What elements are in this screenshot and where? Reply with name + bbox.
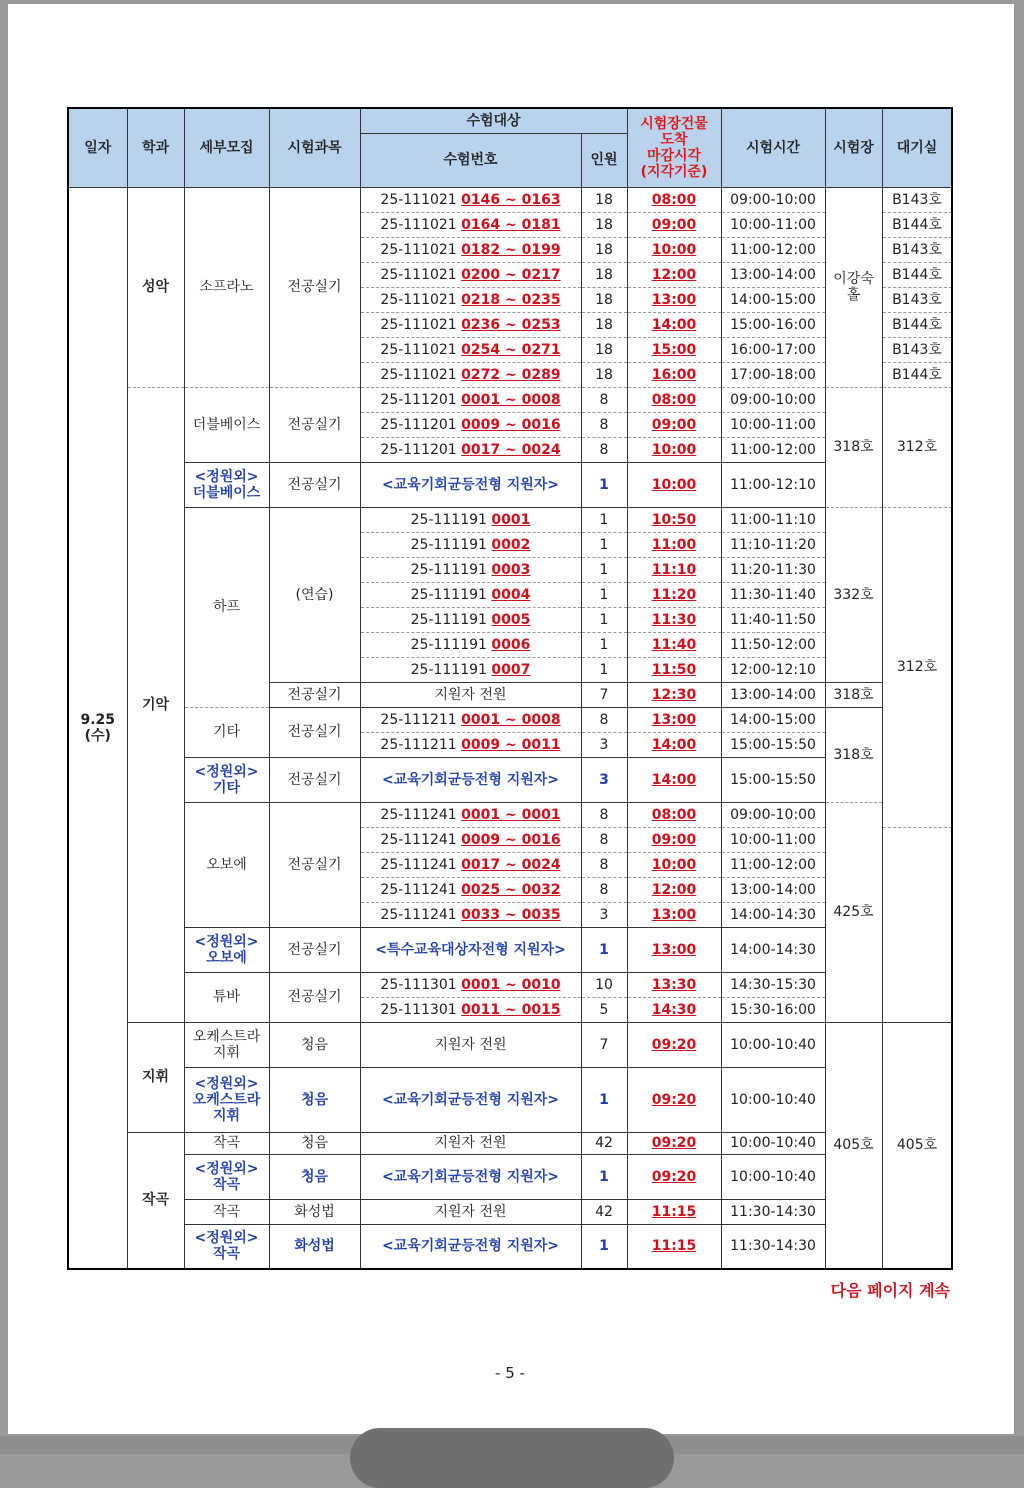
arrival-time: 11:50 [627, 657, 721, 682]
sub-soprano: 소프라노 [184, 187, 269, 387]
exam-group-label: 지원자 전원 [360, 1199, 581, 1224]
arrival-time: 12:00 [627, 877, 721, 902]
wait-room: B143호 [882, 337, 952, 362]
arrival-time: 11:30 [627, 607, 721, 632]
arrival-time: 10:00 [627, 462, 721, 507]
arrival-time: 11:10 [627, 557, 721, 582]
exam-no [360, 362, 581, 387]
count: 1 [581, 507, 627, 532]
arrival-time: 10:00 [627, 437, 721, 462]
exam-range: 0200 ~ 0217 [461, 266, 561, 283]
count: 5 [581, 997, 627, 1022]
sub-line: <정원외> [194, 1075, 259, 1092]
exam-range: 0236 ~ 0253 [461, 316, 561, 333]
exam-range: 0001 ~ 0008 [461, 711, 561, 728]
count: 3 [581, 902, 627, 927]
sub-line: <정원외> [194, 468, 259, 485]
exam-time: 11:00-12:10 [721, 462, 825, 507]
exam-prefix: 25-111211 [380, 711, 457, 728]
count: 18 [581, 237, 627, 262]
exam-no [360, 852, 581, 877]
exam-range: 0272 ~ 0289 [461, 366, 561, 383]
exam-time: 14:00-14:30 [721, 902, 825, 927]
sub-tuba: 튜바 [184, 972, 269, 1022]
wait-room: B143호 [882, 287, 952, 312]
room-425: 425호 [825, 802, 882, 1022]
dept-vocal: 성악 [127, 187, 184, 387]
subject-major: 전공실기 [269, 462, 360, 507]
count: 8 [581, 707, 627, 732]
exam-time: 14:00-15:00 [721, 287, 825, 312]
sub-line: <정원외> [194, 1160, 259, 1177]
exam-no [360, 657, 581, 682]
exam-time: 09:00-10:00 [721, 387, 825, 412]
exam-range: 0009 ~ 0011 [461, 736, 561, 753]
exam-time: 15:00-16:00 [721, 312, 825, 337]
header-exam-time: 시험시간 [721, 108, 825, 187]
count: 1 [581, 1067, 627, 1132]
subject-major: 전공실기 [269, 972, 360, 1022]
subject-practice: (연습) [269, 507, 360, 682]
exam-group-label: <교육기회균등전형 지원자> [360, 1154, 581, 1199]
exam-no [360, 532, 581, 557]
exam-no [360, 582, 581, 607]
subject-major: 전공실기 [269, 757, 360, 802]
wait-room: B144호 [882, 262, 952, 287]
sub-extra-oboe [184, 927, 269, 972]
room-line: 이강숙 [833, 271, 874, 287]
sub-double-bass: 더블베이스 [184, 387, 269, 462]
exam-range: 0146 ~ 0163 [461, 191, 561, 208]
exam-time: 14:30-15:30 [721, 972, 825, 997]
header-exam-no: 수험번호 [360, 133, 581, 187]
count: 42 [581, 1132, 627, 1154]
exam-range: 0017 ~ 0024 [461, 441, 561, 458]
arrival-time: 14:00 [627, 312, 721, 337]
exam-no [360, 732, 581, 757]
subject-major: 전공실기 [269, 187, 360, 387]
exam-no [360, 387, 581, 412]
exam-time: 11:20-11:30 [721, 557, 825, 582]
arrival-time: 09:20 [627, 1067, 721, 1132]
arrival-time: 08:00 [627, 187, 721, 212]
exam-range: 0003 [491, 561, 531, 578]
exam-prefix: 25-111021 [380, 191, 457, 208]
sub-orchestra-conducting [184, 1022, 269, 1067]
count: 1 [581, 557, 627, 582]
wait-312: 312호 [882, 507, 952, 827]
count: 8 [581, 802, 627, 827]
exam-prefix: 25-111241 [380, 856, 457, 873]
exam-range: 0006 [491, 636, 531, 653]
header-arrival-line: 도착 [660, 131, 688, 148]
arrival-time: 13:00 [627, 707, 721, 732]
subject-harmony: 화성법 [269, 1224, 360, 1269]
exam-no [360, 187, 581, 212]
exam-time: 11:00-12:00 [721, 237, 825, 262]
exam-prefix: 25-111301 [380, 1001, 457, 1018]
exam-no [360, 337, 581, 362]
exam-time: 11:50-12:00 [721, 632, 825, 657]
room-405: 405호 [825, 1022, 882, 1269]
count: 1 [581, 632, 627, 657]
exam-no [360, 607, 581, 632]
exam-prefix: 25-111191 [410, 561, 487, 578]
sub-line: 작곡 [212, 1246, 241, 1263]
arrival-time: 13:00 [627, 287, 721, 312]
subject-ear: 청음 [269, 1067, 360, 1132]
exam-no [360, 437, 581, 462]
count: 1 [581, 927, 627, 972]
exam-range: 0002 [491, 536, 531, 553]
count: 8 [581, 877, 627, 902]
date-day: 9.25 [80, 711, 116, 728]
exam-prefix: 25-111211 [380, 736, 457, 753]
arrival-time: 10:00 [627, 237, 721, 262]
subject-major: 전공실기 [269, 682, 360, 707]
date-cell [68, 187, 127, 1269]
subject-major: 전공실기 [269, 707, 360, 757]
arrival-time: 16:00 [627, 362, 721, 387]
sub-line: <정원외> [194, 933, 259, 950]
exam-time: 10:00-11:00 [721, 212, 825, 237]
subject-ear: 청음 [269, 1022, 360, 1067]
arrival-time: 12:00 [627, 262, 721, 287]
exam-group-label: 지원자 전원 [360, 1022, 581, 1067]
exam-no [360, 902, 581, 927]
header-subject: 시험과목 [269, 108, 360, 187]
exam-range: 0001 ~ 0008 [461, 391, 561, 408]
exam-time: 11:00-12:00 [721, 437, 825, 462]
exam-time: 16:00-17:00 [721, 337, 825, 362]
header-wait: 대기실 [882, 108, 952, 187]
sub-composition: 작곡 [184, 1199, 269, 1224]
exam-prefix: 25-111301 [380, 976, 457, 993]
exam-time: 11:00-12:00 [721, 852, 825, 877]
exam-time: 10:00-11:00 [721, 412, 825, 437]
arrival-time: 09:20 [627, 1022, 721, 1067]
exam-prefix: 25-111021 [380, 316, 457, 333]
exam-group-label: <교육기회균등전형 지원자> [360, 1224, 581, 1269]
exam-prefix: 25-111191 [410, 511, 487, 528]
exam-no [360, 707, 581, 732]
exam-prefix: 25-111191 [410, 536, 487, 553]
exam-no [360, 287, 581, 312]
exam-range: 0004 [491, 586, 531, 603]
header-count: 인원 [581, 133, 627, 187]
exam-prefix: 25-111241 [380, 806, 457, 823]
count: 18 [581, 337, 627, 362]
exam-prefix: 25-111191 [410, 586, 487, 603]
exam-time: 11:30-14:30 [721, 1199, 825, 1224]
exam-no [360, 877, 581, 902]
exam-prefix: 25-111241 [380, 906, 457, 923]
date-weekday: (수) [84, 727, 111, 744]
header-arrival-line: 시험장건물 [640, 115, 708, 132]
sub-line: 지휘 [212, 1044, 241, 1061]
arrival-time: 11:00 [627, 532, 721, 557]
exam-prefix: 25-111191 [410, 636, 487, 653]
exam-range: 0017 ~ 0024 [461, 856, 561, 873]
count: 1 [581, 1154, 627, 1199]
arrival-time: 11:15 [627, 1199, 721, 1224]
exam-group-label: <교육기회균등전형 지원자> [360, 1067, 581, 1132]
header-target: 수험대상 [360, 108, 627, 133]
room-lee [825, 187, 882, 387]
arrival-time: 11:20 [627, 582, 721, 607]
exam-range: 0182 ~ 0199 [461, 241, 561, 258]
subject-major: 전공실기 [269, 927, 360, 972]
sub-line: 지휘 [212, 1107, 241, 1124]
exam-time: 15:30-16:00 [721, 997, 825, 1022]
exam-time: 14:00-14:30 [721, 927, 825, 972]
arrival-time: 11:15 [627, 1224, 721, 1269]
exam-time: 11:30-11:40 [721, 582, 825, 607]
count: 8 [581, 437, 627, 462]
exam-time: 11:30-14:30 [721, 1224, 825, 1269]
sub-line: 작곡 [212, 1176, 241, 1193]
sub-extra-composition [184, 1224, 269, 1269]
page-number: - 5 - [495, 1364, 525, 1382]
arrival-time: 15:00 [627, 337, 721, 362]
exam-range: 0009 ~ 0016 [461, 416, 561, 433]
count: 8 [581, 827, 627, 852]
header-arrival [627, 108, 721, 187]
sub-extra-double-bass [184, 462, 269, 507]
subject-major: 전공실기 [269, 387, 360, 462]
count: 1 [581, 1224, 627, 1269]
exam-time: 09:00-10:00 [721, 802, 825, 827]
sub-composition: 작곡 [184, 1132, 269, 1154]
wait-room: B144호 [882, 212, 952, 237]
count: 1 [581, 462, 627, 507]
count: 18 [581, 187, 627, 212]
count: 18 [581, 287, 627, 312]
count: 3 [581, 757, 627, 802]
exam-no [360, 212, 581, 237]
exam-range: 0005 [491, 611, 531, 628]
arrival-time: 13:30 [627, 972, 721, 997]
arrival-time: 10:50 [627, 507, 721, 532]
wait-room: B143호 [882, 237, 952, 262]
arrival-time: 13:00 [627, 927, 721, 972]
arrival-time: 14:00 [627, 757, 721, 802]
subject-ear: 청음 [269, 1132, 360, 1154]
sub-line: 오보에 [206, 949, 247, 966]
count: 18 [581, 212, 627, 237]
arrival-time: 09:00 [627, 827, 721, 852]
exam-prefix: 25-111241 [380, 831, 457, 848]
exam-range: 0164 ~ 0181 [461, 216, 561, 233]
count: 42 [581, 1199, 627, 1224]
dept-instrument: 기악 [127, 387, 184, 1022]
wait-room: B144호 [882, 312, 952, 337]
sub-extra-composition [184, 1154, 269, 1199]
header-arrival-line: (지각기준) [640, 163, 708, 180]
arrival-time: 13:00 [627, 902, 721, 927]
exam-range: 0033 ~ 0035 [461, 906, 561, 923]
arrival-time: 09:00 [627, 412, 721, 437]
subject-major: 전공실기 [269, 802, 360, 927]
arrival-time: 09:20 [627, 1154, 721, 1199]
count: 1 [581, 532, 627, 557]
exam-time: 12:00-12:10 [721, 657, 825, 682]
arrival-time: 11:40 [627, 632, 721, 657]
exam-range: 0001 [491, 511, 531, 528]
exam-no [360, 997, 581, 1022]
sub-harp: 하프 [184, 507, 269, 707]
count: 10 [581, 972, 627, 997]
arrival-time: 08:00 [627, 802, 721, 827]
exam-no [360, 507, 581, 532]
room-line: 홀 [846, 287, 861, 303]
exam-prefix: 25-111021 [380, 291, 457, 308]
wait-room: B143호 [882, 187, 952, 212]
exam-time: 13:00-14:00 [721, 262, 825, 287]
exam-range: 0025 ~ 0032 [461, 881, 561, 898]
exam-no [360, 237, 581, 262]
count: 18 [581, 262, 627, 287]
exam-prefix: 25-111021 [380, 266, 457, 283]
sub-extra-orchestra [184, 1067, 269, 1132]
exam-time: 10:00-10:40 [721, 1067, 825, 1132]
sub-line: 오케스트라 [192, 1091, 261, 1108]
exam-group-label: <교육기회균등전형 지원자> [360, 757, 581, 802]
subject-harmony: 화성법 [269, 1199, 360, 1224]
arrival-time: 09:00 [627, 212, 721, 237]
arrival-time: 08:00 [627, 387, 721, 412]
exam-range: 0254 ~ 0271 [461, 341, 561, 358]
sub-line: <정원외> [194, 763, 259, 780]
count: 18 [581, 362, 627, 387]
scroll-handle[interactable] [350, 1428, 674, 1488]
exam-time: 11:40-11:50 [721, 607, 825, 632]
wait-room: B144호 [882, 362, 952, 387]
exam-prefix: 25-111241 [380, 881, 457, 898]
arrival-time: 10:00 [627, 852, 721, 877]
exam-range: 0001 ~ 0001 [461, 806, 561, 823]
exam-range: 0007 [491, 661, 531, 678]
header-dept: 학과 [127, 108, 184, 187]
exam-prefix: 25-111021 [380, 216, 457, 233]
exam-prefix: 25-111021 [380, 341, 457, 358]
exam-time: 10:00-10:40 [721, 1132, 825, 1154]
sub-line: 오케스트라 [192, 1028, 261, 1045]
exam-time: 17:00-18:00 [721, 362, 825, 387]
exam-no [360, 802, 581, 827]
room-318: 318호 [825, 707, 882, 802]
exam-no [360, 827, 581, 852]
sub-oboe: 오보에 [184, 802, 269, 927]
exam-time: 11:00-11:10 [721, 507, 825, 532]
exam-prefix: 25-111021 [380, 241, 457, 258]
exam-time: 10:00-10:40 [721, 1154, 825, 1199]
exam-group-label: 지원자 전원 [360, 682, 581, 707]
wait-312: 312호 [882, 387, 952, 507]
exam-time: 13:00-14:00 [721, 682, 825, 707]
header-room: 시험장 [825, 108, 882, 187]
count: 8 [581, 412, 627, 437]
exam-range: 0218 ~ 0235 [461, 291, 561, 308]
exam-group-label: <교육기회균등전형 지원자> [360, 462, 581, 507]
room-318: 318호 [825, 682, 882, 707]
room-318: 318호 [825, 387, 882, 507]
exam-time: 09:00-10:00 [721, 187, 825, 212]
exam-no [360, 262, 581, 287]
room-332: 332호 [825, 507, 882, 682]
count: 8 [581, 387, 627, 412]
exam-schedule-table [67, 107, 953, 1270]
exam-time: 15:00-15:50 [721, 732, 825, 757]
header-date: 일자 [68, 108, 127, 187]
count: 3 [581, 732, 627, 757]
count: 7 [581, 1022, 627, 1067]
exam-time: 11:10-11:20 [721, 532, 825, 557]
arrival-time: 14:30 [627, 997, 721, 1022]
arrival-time: 12:30 [627, 682, 721, 707]
exam-time: 14:00-15:00 [721, 707, 825, 732]
exam-range: 0001 ~ 0010 [461, 976, 561, 993]
count: 8 [581, 852, 627, 877]
count: 1 [581, 582, 627, 607]
exam-prefix: 25-111191 [410, 611, 487, 628]
count: 1 [581, 657, 627, 682]
subject-ear: 청음 [269, 1154, 360, 1199]
exam-no [360, 972, 581, 997]
arrival-time: 14:00 [627, 732, 721, 757]
wait-405: 405호 [882, 1022, 952, 1269]
exam-no [360, 557, 581, 582]
exam-group-label: 지원자 전원 [360, 1132, 581, 1154]
exam-prefix: 25-111201 [380, 416, 457, 433]
exam-time: 13:00-14:00 [721, 877, 825, 902]
continued-note: 다음 페이지 계속 [830, 1281, 950, 1300]
exam-range: 0009 ~ 0016 [461, 831, 561, 848]
exam-range: 0011 ~ 0015 [461, 1001, 561, 1018]
dept-conducting: 지휘 [127, 1022, 184, 1132]
count: 7 [581, 682, 627, 707]
header-sub: 세부모집 [184, 108, 269, 187]
exam-group-label: <특수교육대상자전형 지원자> [360, 927, 581, 972]
sub-line: 기타 [212, 779, 241, 796]
exam-prefix: 25-111191 [410, 661, 487, 678]
dept-composition: 작곡 [127, 1132, 184, 1269]
exam-no [360, 412, 581, 437]
exam-prefix: 25-111021 [380, 366, 457, 383]
count: 1 [581, 607, 627, 632]
sub-line: 더블베이스 [192, 484, 261, 501]
header-arrival-line: 마감시각 [646, 147, 702, 164]
exam-time: 15:00-15:50 [721, 757, 825, 802]
sub-extra-guitar [184, 757, 269, 802]
exam-no [360, 632, 581, 657]
exam-time: 10:00-11:00 [721, 827, 825, 852]
arrival-time: 09:20 [627, 1132, 721, 1154]
exam-prefix: 25-111201 [380, 441, 457, 458]
exam-no [360, 312, 581, 337]
sub-guitar: 기타 [184, 707, 269, 757]
count: 18 [581, 312, 627, 337]
sub-line: <정원외> [194, 1230, 259, 1247]
exam-time: 10:00-10:40 [721, 1022, 825, 1067]
exam-prefix: 25-111201 [380, 391, 457, 408]
